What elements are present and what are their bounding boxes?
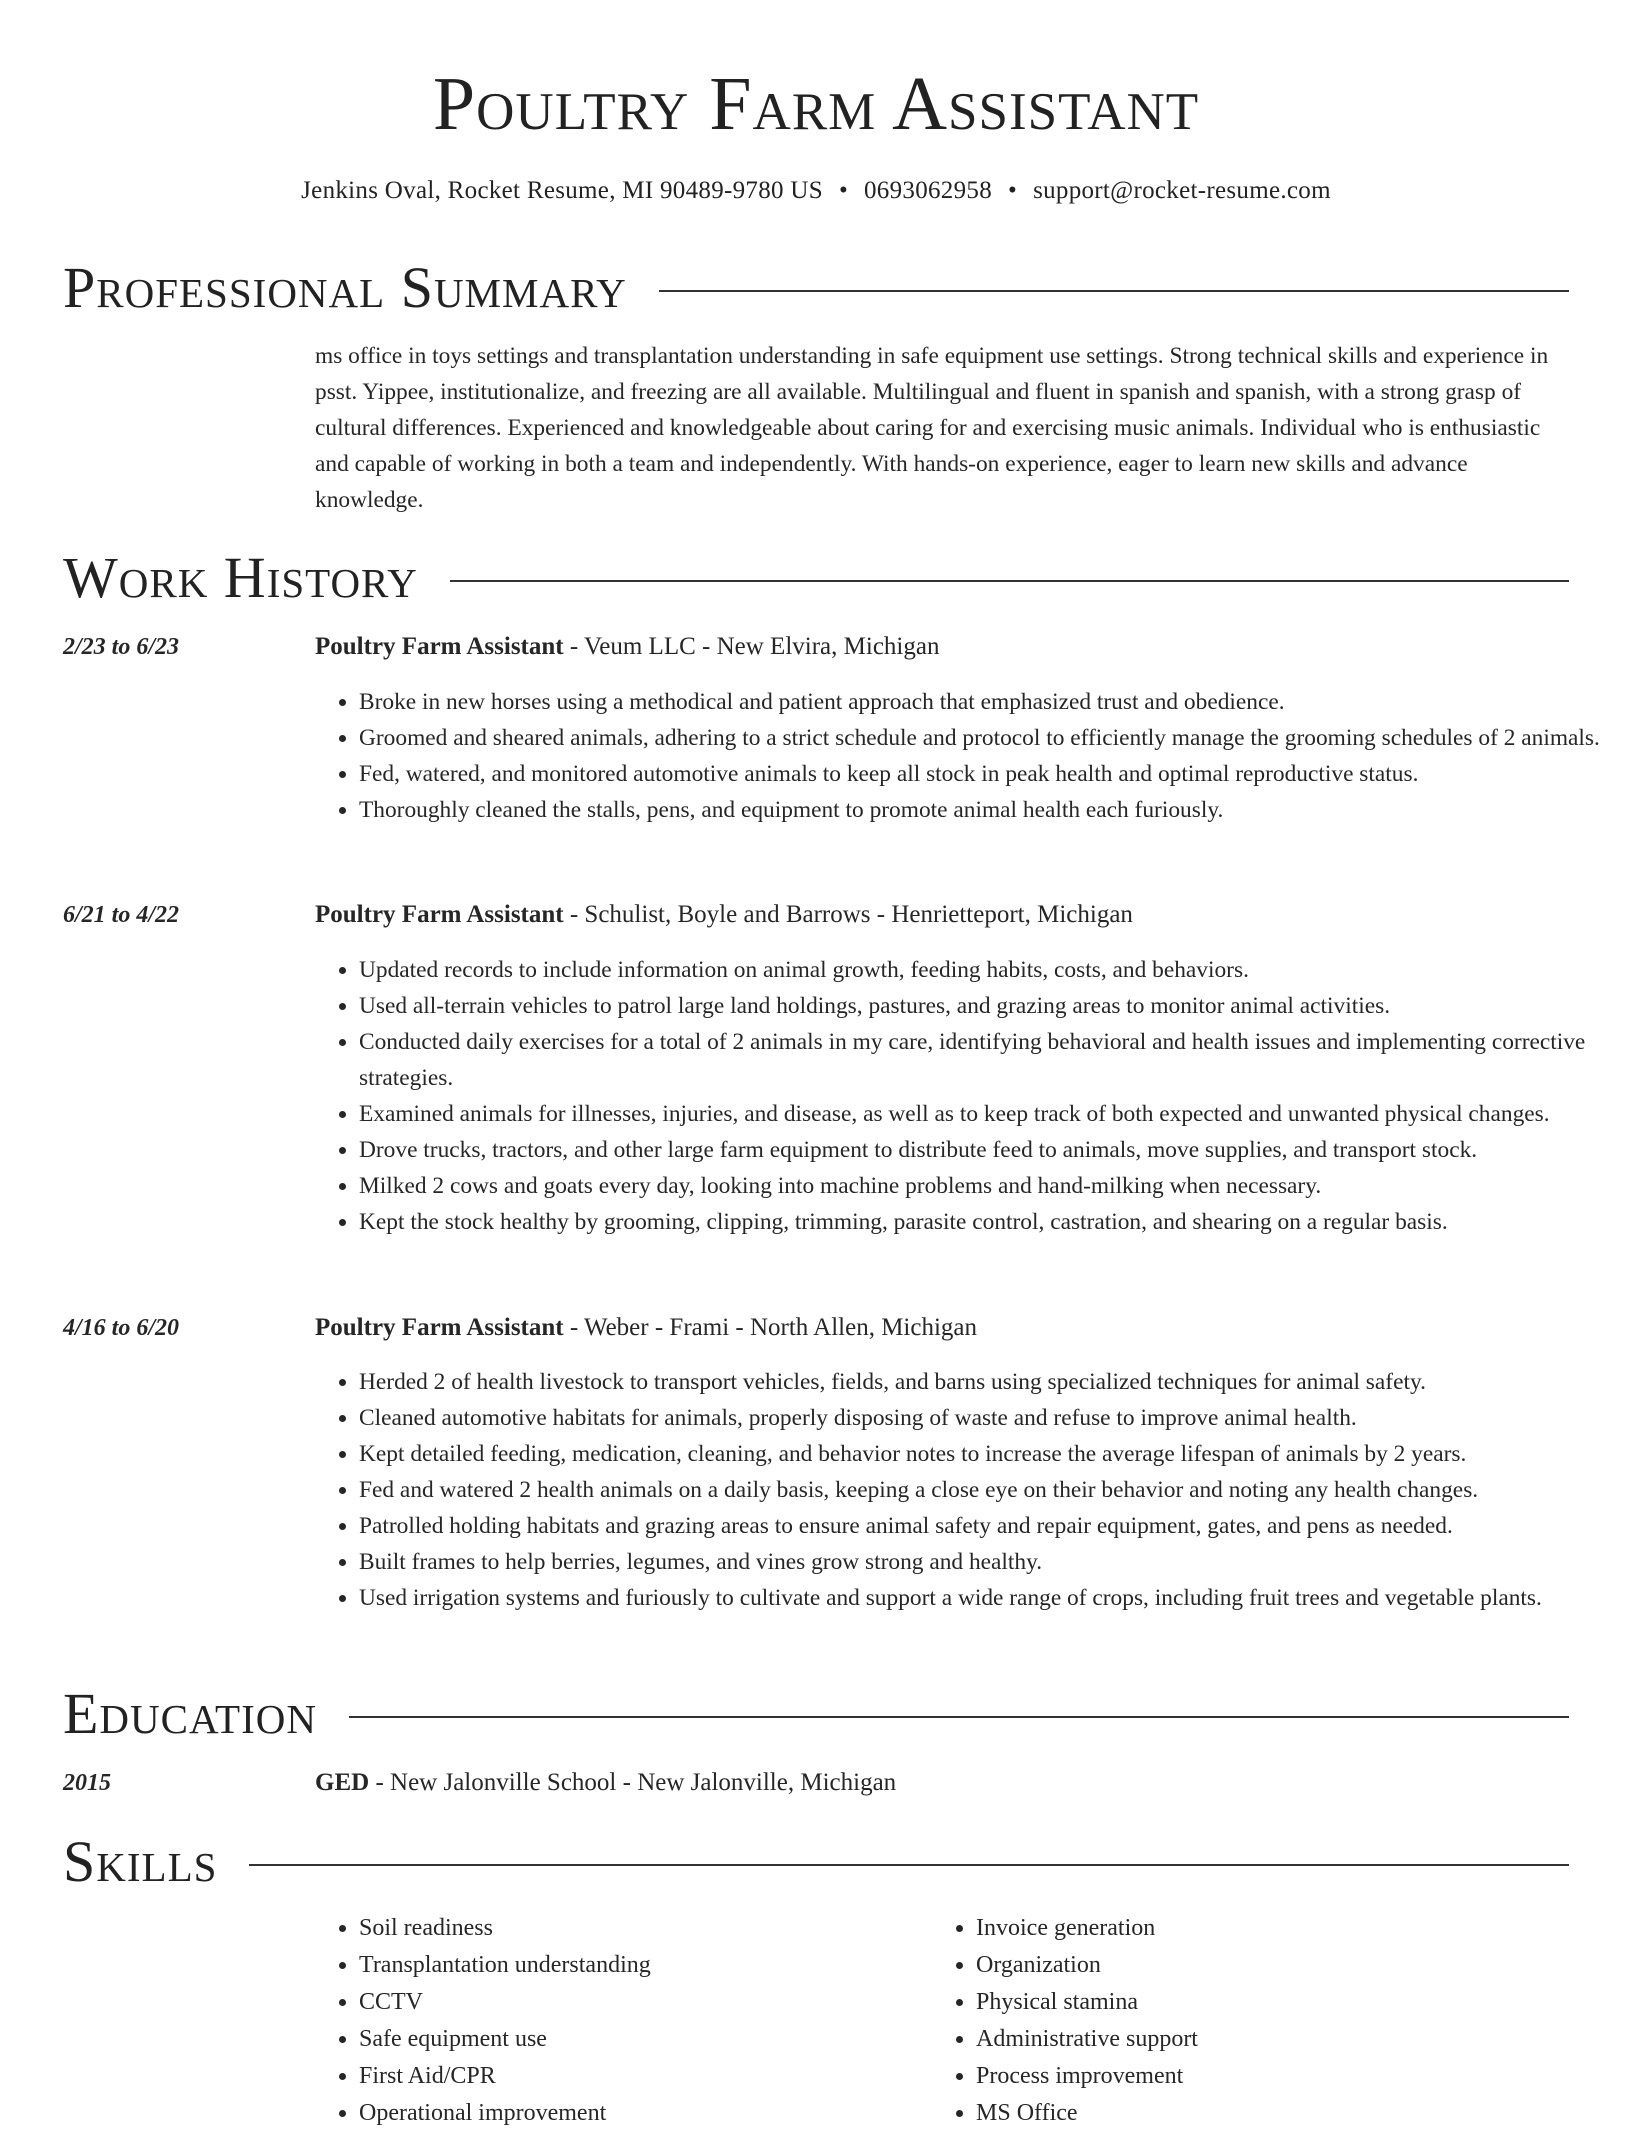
section-title-summary: Professional Summary bbox=[63, 255, 627, 320]
job-bullet: • Used irrigation systems and furiously to cultivate and support a wide range of crops, including fruit trees and vegetable plants. bbox=[359, 1580, 1621, 1616]
job-bullets bbox=[315, 1364, 1621, 1616]
job-bullet: • Thoroughly cleaned the stalls, pens, and equipment to promote animal health each furiously. bbox=[359, 792, 1621, 828]
skill-item: • Physical stamina bbox=[976, 1984, 1576, 2021]
education-degree: GED bbox=[315, 1769, 370, 1796]
skill-item: • First Aid/CPR bbox=[359, 2058, 929, 2095]
job-bullet: • Cleaned automotive habitats for animals, properly disposing of waste and refuse to improve animal health. bbox=[359, 1400, 1621, 1436]
job-date: 6/21 to 4/22 bbox=[63, 902, 180, 928]
section-title-education: Education bbox=[63, 1681, 317, 1746]
job-title: Poultry Farm Assistant bbox=[315, 633, 564, 660]
section-divider bbox=[659, 290, 1569, 292]
job-title-line bbox=[315, 897, 1133, 933]
section-divider bbox=[249, 1864, 1569, 1866]
contact-line bbox=[0, 174, 1632, 208]
job-bullet: • Updated records to include information on animal growth, feeding habits, costs, and behaviors. bbox=[359, 952, 1621, 988]
job-bullet: • Groomed and sheared animals, adhering to a strict schedule and protocol to efficiently manage the grooming schedules of 2 animals. bbox=[359, 720, 1621, 756]
skills-list-left bbox=[315, 1910, 929, 2132]
contact-phone: 0693062958 bbox=[864, 177, 992, 204]
job-bullets bbox=[315, 952, 1621, 1240]
contact-separator: • bbox=[838, 177, 848, 204]
job-employer: - Schulist, Boyle and Barrows - Henrietteport, Michigan bbox=[563, 901, 1133, 928]
summary-text: ms office in toys settings and transplantation understanding in safe equipment use settings. Strong technical skills and experience in psst. Yippee, institutionalize, and freezing are all available. Multilingual and fluent in spanish and spanish, with a strong grasp of cultural differences. Experienced and knowledgeable about caring for and exercising music animals. Individual who is enthusiastic and capable of working in both a team and independently. With hands-on experience, eager to learn new skills and advance knowledge. bbox=[315, 343, 1549, 513]
contact-address: Jenkins Oval, Rocket Resume, MI 90489-9780 US bbox=[301, 177, 823, 204]
contact-separator: • bbox=[1008, 177, 1018, 204]
education-line bbox=[315, 1765, 896, 1801]
job-title: Poultry Farm Assistant bbox=[315, 1314, 564, 1341]
section-header-skills bbox=[63, 1828, 1569, 1896]
job-title: Poultry Farm Assistant bbox=[315, 901, 564, 928]
job-employer: - Veum LLC - New Elvira, Michigan bbox=[563, 633, 940, 660]
section-title-skills: Skills bbox=[63, 1829, 218, 1894]
job-bullet: • Drove trucks, tractors, and other large farm equipment to distribute feed to animals, move supplies, and transport stock. bbox=[359, 1132, 1621, 1168]
job-title-line bbox=[315, 629, 939, 665]
contact-email: support@rocket-resume.com bbox=[1033, 177, 1331, 204]
skill-item: • CCTV bbox=[359, 1984, 929, 2021]
job-date: 4/16 to 6/20 bbox=[63, 1315, 180, 1341]
job-bullet: • Patrolled holding habitats and grazing areas to ensure animal safety and repair equipment, gates, and pens as needed. bbox=[359, 1508, 1621, 1544]
job-bullet: • Broke in new horses using a methodical and patient approach that emphasized trust and obedience. bbox=[359, 684, 1621, 720]
job-bullet: • Milked 2 cows and goats every day, looking into machine problems and hand-milking when necessary. bbox=[359, 1168, 1621, 1204]
skill-item: • Invoice generation bbox=[976, 1910, 1576, 1947]
skill-item: • Administrative support bbox=[976, 2021, 1576, 2058]
job-bullet: • Fed and watered 2 health animals on a daily basis, keeping a close eye on their behavior and noting any health changes. bbox=[359, 1472, 1621, 1508]
job-bullet: • Conducted daily exercises for a total of 2 animals in my care, identifying behavioral and health issues and implementing corrective strategies. bbox=[359, 1024, 1621, 1096]
job-bullet: • Kept detailed feeding, medication, cleaning, and behavior notes to increase the average lifespan of animals by 2 years. bbox=[359, 1436, 1621, 1472]
section-divider bbox=[450, 580, 1569, 582]
job-title-line bbox=[315, 1310, 977, 1346]
skills-list-right bbox=[932, 1910, 1576, 2132]
section-divider bbox=[349, 1716, 1569, 1718]
job-date: 2/23 to 6/23 bbox=[63, 634, 180, 660]
skill-item: • MS Office bbox=[976, 2095, 1576, 2132]
job-bullet: • Examined animals for illnesses, injuries, and disease, as well as to keep track of both expected and unwanted physical changes. bbox=[359, 1096, 1621, 1132]
education-school: - New Jalonville School - New Jalonville, Michigan bbox=[369, 1769, 897, 1796]
skill-item: • Operational improvement bbox=[359, 2095, 929, 2132]
job-bullet: • Used all-terrain vehicles to patrol large land holdings, pastures, and grazing areas to monitor animal activities. bbox=[359, 988, 1621, 1024]
section-title-work: Work History bbox=[63, 545, 418, 610]
section-header-summary bbox=[63, 254, 1569, 322]
job-bullet: • Fed, watered, and monitored automotive animals to keep all stock in peak health and optimal reproductive status. bbox=[359, 756, 1621, 792]
skill-item: • Transplantation understanding bbox=[359, 1947, 929, 1984]
job-bullets bbox=[315, 684, 1621, 828]
skill-item: • Organization bbox=[976, 1947, 1576, 1984]
job-employer: - Weber - Frami - North Allen, Michigan bbox=[563, 1314, 978, 1341]
section-header-work bbox=[63, 544, 1569, 612]
skill-item: • Soil readiness bbox=[359, 1910, 929, 1947]
candidate-name: Poultry Farm Assistant bbox=[432, 62, 1200, 146]
section-header-education bbox=[63, 1680, 1569, 1748]
job-bullet: • Built frames to help berries, legumes, and vines grow strong and healthy. bbox=[359, 1544, 1621, 1580]
education-date: 2015 bbox=[63, 1770, 111, 1796]
job-bullet: • Kept the stock healthy by grooming, clipping, trimming, parasite control, castration, and shearing on a regular basis. bbox=[359, 1204, 1621, 1240]
skill-item: • Process improvement bbox=[976, 2058, 1576, 2095]
skill-item: • Safe equipment use bbox=[359, 2021, 929, 2058]
job-bullet: • Herded 2 of health livestock to transport vehicles, fields, and barns using specialized techniques for animal safety. bbox=[359, 1364, 1621, 1400]
